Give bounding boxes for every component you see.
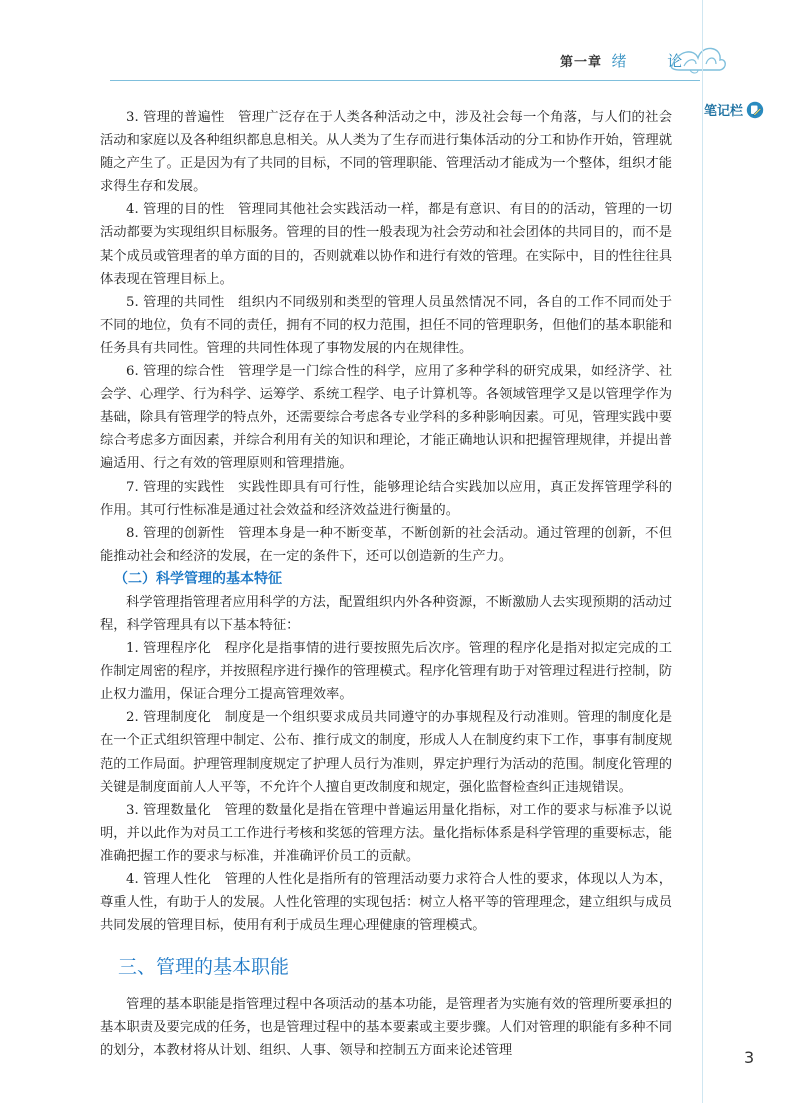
notes-label: 笔记栏 [704,104,744,119]
section-heading: 三、管理的基本职能 [118,956,290,979]
paragraph: 管理的基本职能是指管理过程中各项活动的基本功能，是管理者为实施有效的管理所要承担的基本职责及要完成的任务，也是管理过程中的基本要素或主要步骤。人们对管理的职能有多种不同的划分，本教材将从计划、组织、人事、领导和控制五方面来论述管理 [100,997,672,1059]
page-number: 3 [744,1048,755,1067]
paragraph: 科学管理指管理者应用科学的方法，配置组织内外各种资源，不断激励人去实现预期的活动过程，科学管理具有以下基本特征： [100,594,672,633]
page-header [0,0,800,80]
paragraph: 5. 管理的共同性 组织内不同级别和类型的管理人员虽然情况不同，各自的工作不同而处于不同的地位，负有不同的责任，拥有不同的权力范围，担任不同的管理职务，但他们的基本职能和任务具有共同性。管理的共同性体现了事物发展的内在规律性。 [100,294,672,356]
chapter-name: 绪 论 [611,52,701,70]
paragraph: 1. 管理程序化 程序化是指事情的进行要按照先后次序。管理的程序化是指对拟定完成的工作制定周密的程序，并按照程序进行操作的管理模式。程序化管理有助于对管理过程进行控制，防止权力滥用，保证合理分工提高管理效率。 [100,641,672,703]
paragraph: 4. 管理人性化 管理的人性化是指所有的管理活动要力求符合人性的要求，体现以人为本，尊重人性，有助于人的发展。人性化管理的实现包括：树立人格平等的管理理念，建立组织与成员共同发展的管理目标，使用有利于成员生理心理健康的管理模式。 [100,872,672,934]
paragraph: 8. 管理的创新性 管理本身是一种不断变革，不断创新的社会活动。通过管理的创新，不但能推动社会和经济的发展，在一定的条件下，还可以创造新的生产力。 [100,525,672,564]
cloud-ornament-icon [668,36,730,76]
paragraph: 2. 管理制度化 制度是一个组织要求成员共同遵守的办事规程及行动准则。管理的制度化是在一个正式组织管理中制定、公布、推行成文的制度，形成人人在制度约束下工作，事事有制度规范的工作局面。护理管理制度规定了护理人员行为准则，界定护理行为活动的范围。制度化管理的关键是制度面前人人平等，不允许个人擅自更改制度和规定，强化监督检查纠正违规错误。 [100,710,672,795]
paragraph: 6. 管理的综合性 管理学是一门综合性的科学，应用了多种学科的研究成果，如经济学、社会学、心理学、行为科学、运筹学、系统工程学、电子计算机等。各领域管理学又是以管理学作为基础，除具有管理学的特点外，还需要综合考虑各专业学科的多种影响因素。可见，管理实践中要综合考虑多方面因素，并综合利用有关的知识和理论，才能正确地认识和把握管理规律，并提出普遍适用、行之有效的管理原则和管理措施。 [100,364,672,472]
notes-column-label [704,100,764,119]
chapter-label: 第一章 [560,55,603,70]
body-text [100,106,672,1063]
paragraph: 4. 管理的目的性 管理同其他社会实践活动一样，都是有意识、有目的的活动，管理的一切活动都要为实现组织目标服务。管理的目的性一般表现为社会劳动和社会团体的共同目的，而不是某个成员或管理者的单方面的目的，否则就难以协作和进行有效的管理。在实际中，目的性往往具体表现在管理目标上。 [100,202,672,287]
header-rule [110,80,700,81]
paragraph: 3. 管理数量化 管理的数量化是指在管理中普遍运用量化指标，对工作的要求与标准予以说明，并以此作为对员工工作进行考核和奖惩的管理方法。量化指标体系是科学管理的重要标志，能准确把握工作的要求与标准，并准确评价员工的贡献。 [100,802,672,864]
pencil-note-icon [746,101,764,119]
paragraph: 3. 管理的普遍性 管理广泛存在于人类各种活动之中，涉及社会每一个角落，与人们的社会活动和家庭以及各种组织都息息相关。从人类为了生存而进行集体活动的分工和协作开始，管理就随之产生了。正是因为有了共同的目标，不同的管理职能、管理活动才能成为一个整体，组织才能求得生存和发展。 [100,110,672,195]
paragraph: 7. 管理的实践性 实践性即具有可行性，能够理论结合实践加以应用，真正发挥管理学科的作用。其可行性标准是通过社会效益和经济效益进行衡量的。 [100,479,672,518]
notes-column-divider [702,0,703,1103]
subsection-heading: （二）科学管理的基本特征 [114,570,282,587]
